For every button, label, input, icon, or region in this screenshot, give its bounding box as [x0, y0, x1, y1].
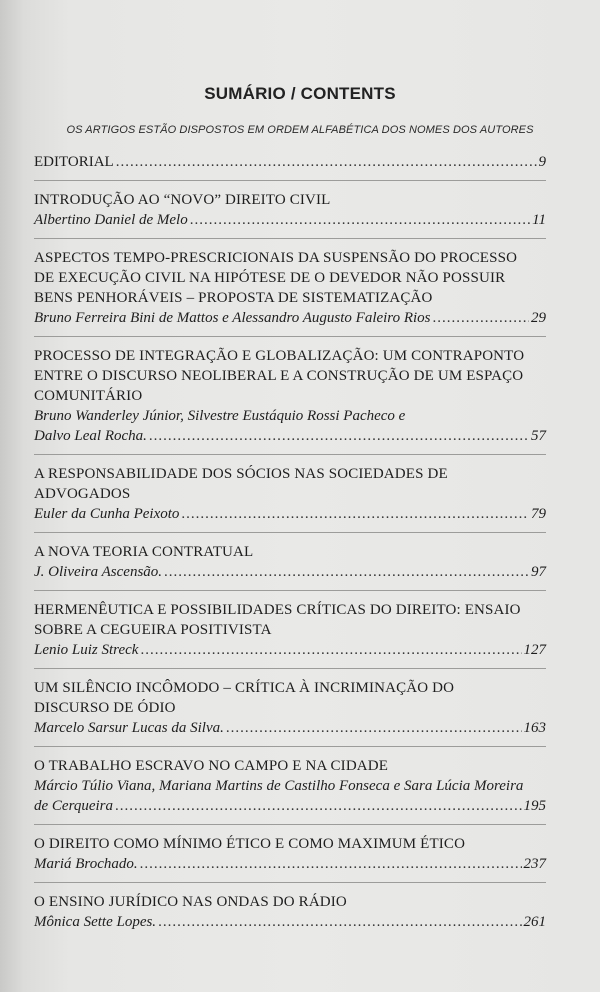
entry-title: O ENSINO JURÍDICO NAS ONDAS DO RÁDIO — [34, 894, 347, 910]
toc-entry[interactable] — [34, 834, 546, 883]
toc-entry[interactable] — [34, 678, 546, 747]
entry-title: A NOVA TEORIA CONTRATUAL — [34, 544, 254, 560]
entry-title-line: ASPECTOS TEMPO-PRESCRICIONAIS DA SUSPENSÃO DO PROCESSO — [34, 250, 518, 266]
leader-dots — [181, 504, 529, 524]
entry-title-line: BENS PENHORÁVEIS – PROPOSTA DE SISTEMATIZAÇÃO — [34, 290, 433, 306]
entry-title-line: DISCURSO DE ÓDIO — [34, 700, 176, 716]
page-number: 97 — [531, 564, 546, 580]
toc-entry-editorial[interactable] — [34, 152, 546, 181]
toc-entry[interactable] — [34, 248, 546, 337]
entry-author: Lenio Luiz Streck — [34, 642, 139, 658]
entry-title-line: HERMENÊUTICA E POSSIBILIDADES CRÍTICAS DO DIREITO: ENSAIO — [34, 602, 521, 618]
entry-title-line: UM SILÊNCIO INCÔMODO – CRÍTICA À INCRIMINAÇÃO DO — [34, 680, 455, 696]
page-number: 163 — [523, 720, 546, 736]
leader-dots — [140, 854, 522, 874]
toc-entry[interactable] — [34, 464, 546, 533]
toc-entry[interactable] — [34, 190, 546, 239]
entry-author: Dalvo Leal Rocha. — [34, 428, 147, 444]
toc-entry[interactable] — [34, 892, 546, 940]
page-number: 29 — [531, 310, 546, 326]
entry-author: Bruno Ferreira Bini de Mattos e Alessandro Augusto Faleiro Rios — [34, 310, 431, 326]
entry-author: de Cerqueira — [34, 798, 114, 814]
table-of-contents — [34, 152, 546, 949]
entry-title-line: ADVOGADOS — [34, 486, 131, 502]
entry-title-line: SOBRE A CEGUEIRA POSITIVISTA — [34, 622, 272, 638]
entry-title-line: A RESPONSABILIDADE DOS SÓCIOS NAS SOCIEDADES DE — [34, 466, 448, 482]
page-subtitle: OS ARTIGOS ESTÃO DISPOSTOS EM ORDEM ALFABÉTICA DOS NOMES DOS AUTORES — [66, 124, 534, 136]
page-number: 79 — [531, 506, 546, 522]
leader-dots — [140, 640, 521, 660]
page-number: 57 — [531, 428, 546, 444]
entry-title-line: COMUNITÁRIO — [34, 388, 143, 404]
toc-entry[interactable] — [34, 346, 546, 455]
entry-title: O DIREITO COMO MÍNIMO ÉTICO E COMO MAXIMUM ÉTICO — [34, 836, 466, 852]
entry-author: Albertino Daniel de Melo — [34, 212, 188, 228]
entry-title: O TRABALHO ESCRAVO NO CAMPO E NA CIDADE — [34, 758, 389, 774]
page-number: 9 — [538, 154, 546, 170]
leader-dots — [190, 210, 530, 230]
toc-entry[interactable] — [34, 542, 546, 591]
leader-dots — [164, 562, 529, 582]
entry-author: Mônica Sette Lopes. — [34, 914, 157, 930]
leader-dots — [149, 426, 529, 446]
leader-dots — [158, 912, 521, 932]
entry-title-line: PROCESSO DE INTEGRAÇÃO E GLOBALIZAÇÃO: UM CONTRAPONTO — [34, 348, 525, 364]
entry-title-line: ENTRE O DISCURSO NEOLIBERAL E A CONSTRUÇÃO DE UM ESPAÇO — [34, 368, 524, 384]
page-number: 237 — [523, 856, 546, 872]
leader-dots — [226, 718, 522, 738]
entry-author: Marcelo Sarsur Lucas da Silva. — [34, 720, 224, 736]
leader-dots — [433, 308, 529, 328]
leader-dots — [115, 796, 521, 816]
page-number: 127 — [523, 642, 546, 658]
entry-authors-line: Bruno Wanderley Júnior, Silvestre Eustáquio Rossi Pacheco e — [34, 408, 406, 424]
entry-author: Mariá Brochado. — [34, 856, 138, 872]
leader-dots — [116, 152, 537, 172]
entry-author: Euler da Cunha Peixoto — [34, 506, 180, 522]
entry-title-line: DE EXECUÇÃO CIVIL NA HIPÓTESE DE O DEVEDOR NÃO POSSUIR — [34, 270, 506, 286]
entry-title: EDITORIAL — [34, 154, 114, 170]
page-title: SUMÁRIO / CONTENTS — [204, 84, 396, 103]
entry-author: J. Oliveira Ascensão. — [34, 564, 163, 580]
page-number: 11 — [532, 212, 546, 228]
entry-authors-line: Márcio Túlio Viana, Mariana Martins de Castilho Fonseca e Sara Lúcia Moreira — [34, 778, 524, 794]
page-number: 195 — [523, 798, 546, 814]
toc-entry[interactable] — [34, 600, 546, 669]
entry-title: INTRODUÇÃO AO “NOVO” DIREITO CIVIL — [34, 192, 331, 208]
toc-entry[interactable] — [34, 756, 546, 825]
page-number: 261 — [523, 914, 546, 930]
